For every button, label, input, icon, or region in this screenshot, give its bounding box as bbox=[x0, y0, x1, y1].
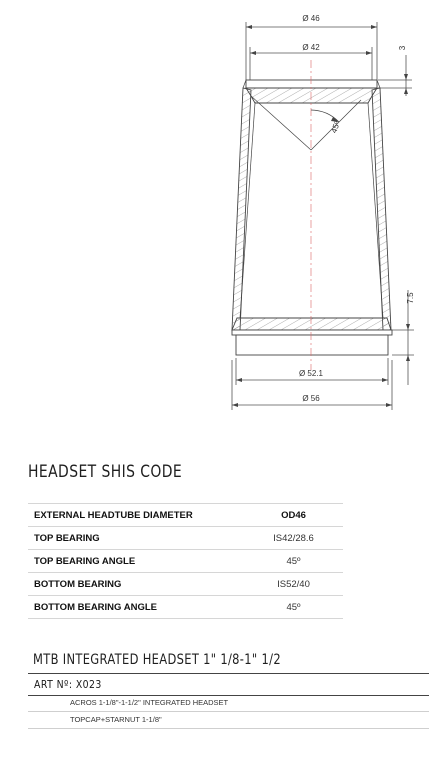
spec-label: EXTERNAL HEADTUBE DIAMETER bbox=[28, 504, 244, 527]
list-item: TOPCAP+STARNUT 1-1/8" bbox=[28, 712, 429, 729]
dim-top-inner: Ø 42 bbox=[302, 43, 320, 52]
dim-top-height: 3 bbox=[398, 45, 407, 51]
art-number-row bbox=[28, 673, 429, 696]
table-row bbox=[28, 596, 343, 619]
spec-label: TOP BEARING ANGLE bbox=[28, 550, 244, 573]
spec-value: IS52/40 bbox=[244, 573, 343, 596]
table-row bbox=[28, 550, 343, 573]
package-contents-list bbox=[28, 695, 429, 729]
table-row bbox=[28, 504, 343, 527]
spec-value: OD46 bbox=[244, 504, 343, 527]
dim-top-outer: Ø 46 bbox=[302, 14, 320, 23]
product-title: MTB INTEGRATED HEADSET 1" 1/8-1" 1/2 bbox=[33, 652, 281, 668]
table-row bbox=[28, 573, 343, 596]
dim-top-angle: 45º bbox=[329, 120, 342, 135]
spec-section-title: HEADSET SHIS CODE bbox=[28, 462, 183, 482]
dim-bottom-outer: Ø 56 bbox=[302, 394, 320, 403]
list-item: ACROS 1-1/8"-1-1/2" INTEGRATED HEADSET bbox=[28, 695, 429, 712]
spec-label: BOTTOM BEARING ANGLE bbox=[28, 596, 244, 619]
spec-value: 45º bbox=[244, 596, 343, 619]
spec-value: 45º bbox=[244, 550, 343, 573]
spec-label: BOTTOM BEARING bbox=[28, 573, 244, 596]
spec-table bbox=[28, 503, 343, 619]
dim-bottom-inner: Ø 52.1 bbox=[298, 369, 324, 378]
spec-value: IS42/28.6 bbox=[244, 527, 343, 550]
art-number: ART Nº: X023 bbox=[34, 678, 102, 691]
dim-bottom-height: 7.5 bbox=[406, 292, 415, 304]
spec-label: TOP BEARING bbox=[28, 527, 244, 550]
table-row bbox=[28, 527, 343, 550]
